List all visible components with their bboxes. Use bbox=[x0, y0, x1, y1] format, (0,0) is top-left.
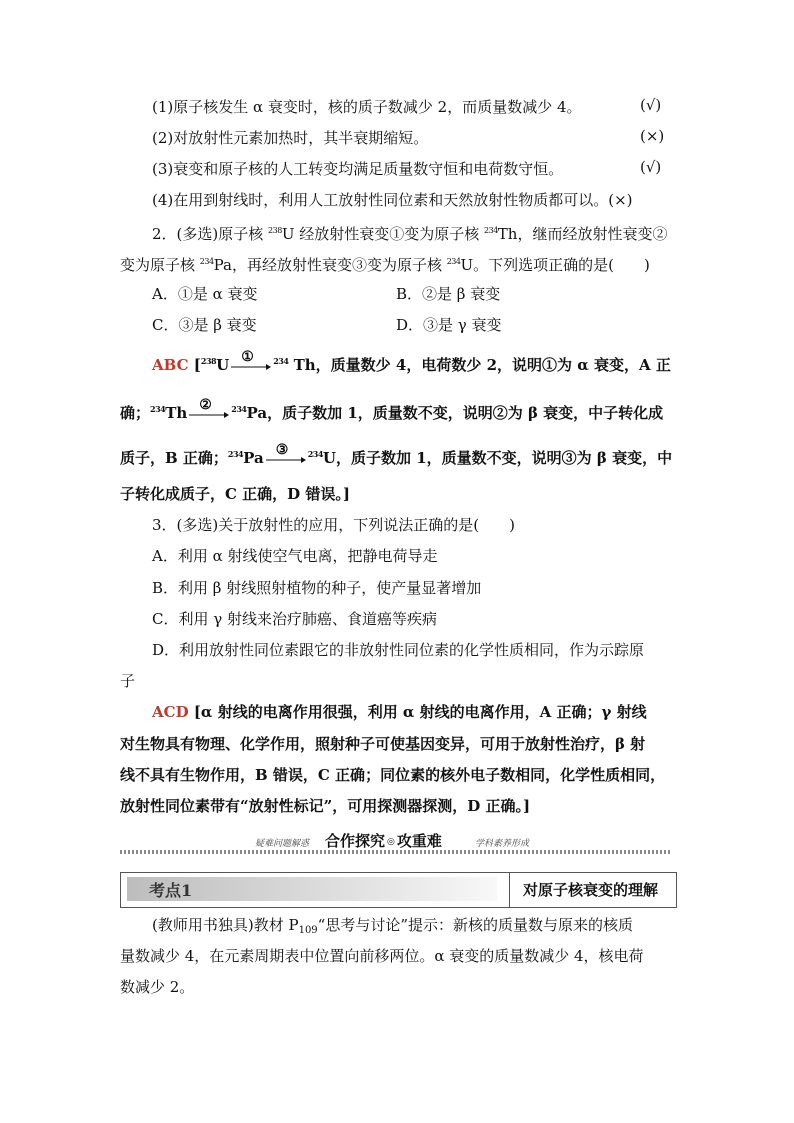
decay-arrow-2: ② bbox=[189, 406, 229, 420]
q2-explanation-line1: ABC [$^{238}$U ① $^{234}$ Th，质量数少 4，电荷数少 2，说明①为 α 衰变，A 正 bbox=[152, 349, 671, 374]
q3-answer: ACD bbox=[152, 703, 189, 721]
nuclide-u234: $^{234}$U bbox=[446, 256, 474, 274]
teacher-note-line2: 量数减少 4，在元素周期表中位置向前移两位。α 衰变的质量数减少 4，核电荷 bbox=[120, 947, 644, 965]
q1-mark-4: (×) bbox=[608, 191, 633, 209]
banner-left-caption: 疑难问题解惑 bbox=[255, 839, 310, 849]
teacher-note-line1: (教师用书独具)教材 $P_{109}“$思考与讨论”提示：新核的质量数与原来的核质 bbox=[152, 916, 634, 936]
q1-mark-3: (√) bbox=[640, 158, 662, 176]
q3-option-c: C．利用 γ 射线来治疗肺癌、食道癌等疾病 bbox=[152, 610, 437, 628]
teacher-note-line3: 数减少 2。 bbox=[120, 978, 195, 996]
q3-explanation-line1: ACD [α 射线的电离作用很强，利用 α 射线的电离作用，A 正确；γ 射线 bbox=[152, 703, 647, 721]
q3-option-d: D．利用放射性同位素跟它的非放射性同位素的化学性质相同，作为示踪原 bbox=[152, 641, 645, 659]
q2-stem-line2: 变为原子核 $^{234}$Pa，再经放射性衰变③变为原子核 $^{234}$U。下列选项正确的是( ) bbox=[120, 256, 650, 274]
q2-explanation-line2: 确；$^{234}$Th ② $^{234}$Pa，质子数加 1，质量数不变，说明②为 β 衰变，中子转化成 bbox=[120, 397, 664, 422]
banner-right-caption: 学科素养形成 bbox=[475, 839, 530, 849]
nuclide-pa234: $^{234}$Pa bbox=[199, 256, 232, 274]
decay-arrow-3: ③ bbox=[266, 451, 306, 465]
point-title: 对原子核衰变的理解 bbox=[523, 881, 659, 899]
q2-option-a: A．①是 α 衰变 bbox=[152, 285, 258, 303]
q2-option-b: B．②是 β 衰变 bbox=[396, 285, 501, 303]
point-header bbox=[120, 872, 677, 908]
banner-title: 合作探究 ◎ 攻重难 bbox=[325, 832, 442, 850]
q2-explanation-line3: 质子，B 正确；$^{234}$Pa ③ $^{234}$U，质子数加 1，质量数不变，说明③为 β 衰变，中 bbox=[120, 442, 673, 467]
q3-option-d-cont: 子 bbox=[120, 672, 136, 690]
point-tag: 考点1 bbox=[149, 881, 193, 900]
q2-explanation-line4: 子转化成质子，C 正确，D 错误。] bbox=[120, 485, 350, 503]
nuclide-u238: $^{238}$U bbox=[268, 225, 295, 243]
q1-item-4: (4)在用到射线时，利用人工放射性同位素和天然放射性物质都可以。(×) bbox=[152, 191, 633, 209]
section-banner bbox=[120, 830, 670, 852]
q1-item-3: (3)衰变和原子核的人工转变均满足质量数守恒和电荷数守恒。 bbox=[152, 160, 564, 178]
q1-mark-2: (×) bbox=[640, 127, 665, 145]
q1-mark-1: (√) bbox=[640, 96, 662, 114]
q2-stem-line1: 2．(多选)原子核 $^{238}$U 经放射性衰变①变为原子核 $^{234}$Th，继而经放射性衰变② bbox=[152, 225, 668, 243]
point-tag-bar bbox=[127, 877, 497, 901]
q1-item-1: (1)原子核发生 α 衰变时，核的质子数减少 2，而质量数减少 4。 bbox=[152, 98, 582, 116]
q1-item-2: (2)对放射性元素加热时，其半衰期缩短。 bbox=[152, 129, 429, 147]
q3-option-b: B．利用 β 射线照射植物的种子，使产量显著增加 bbox=[152, 579, 482, 597]
q2-option-c: C．③是 β 衰变 bbox=[152, 316, 257, 334]
q2-answer: ABC bbox=[152, 356, 189, 374]
point-divider bbox=[509, 873, 510, 907]
q2-option-d: D．③是 γ 衰变 bbox=[396, 316, 502, 334]
q3-explanation-line3: 线不具有生物作用，B 错误，C 正确；同位素的核外电子数相同，化学性质相同， bbox=[120, 766, 666, 784]
q3-stem: 3．(多选)关于放射性的应用，下列说法正确的是( ) bbox=[152, 516, 515, 534]
q3-explanation-line2: 对生物具有物理、化学作用，照射种子可使基因变异，可用于放射性治疗，β 射 bbox=[120, 735, 646, 753]
decay-arrow-1: ① bbox=[231, 358, 271, 372]
q3-explanation-line4: 放射性同位素带有“放射性标记”，可用探测器探测，D 正确。] bbox=[120, 797, 531, 815]
q3-option-a: A．利用 α 射线使空气电离，把静电荷导走 bbox=[152, 547, 438, 565]
nuclide-th234: $^{234}$Th bbox=[484, 225, 518, 243]
banner-divider bbox=[120, 850, 670, 854]
